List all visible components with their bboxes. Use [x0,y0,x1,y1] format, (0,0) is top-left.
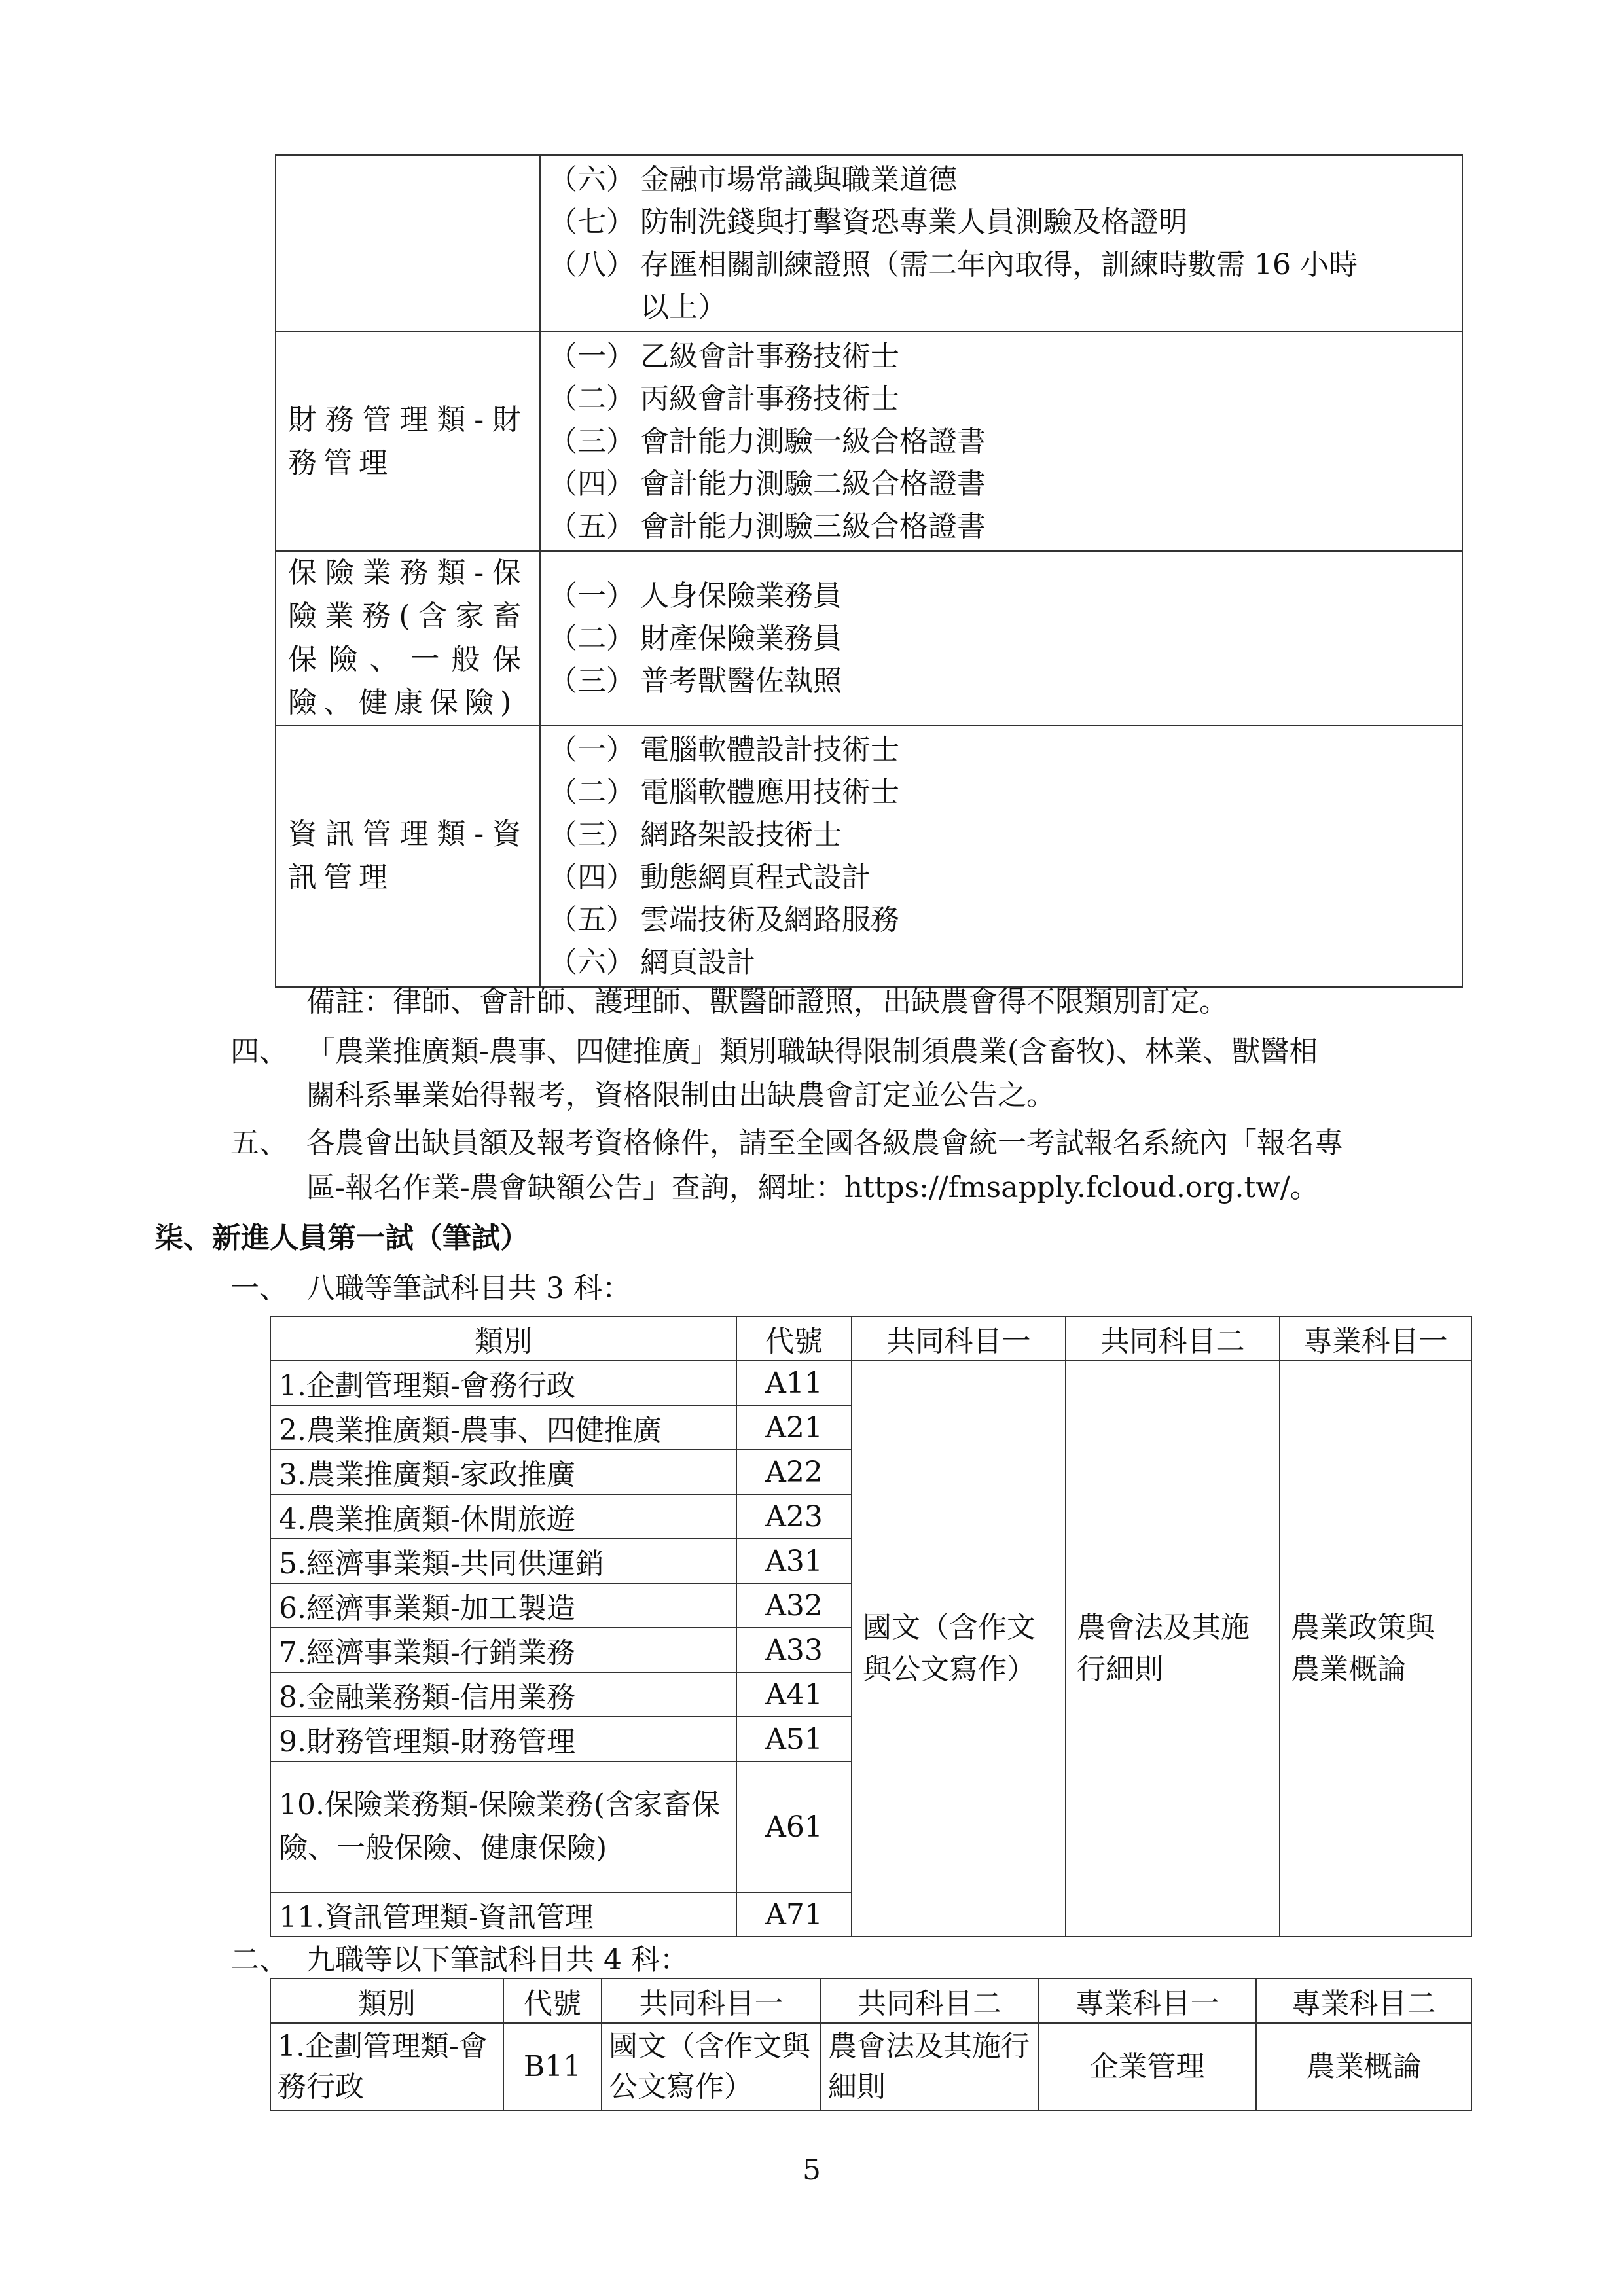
list-item [549,158,1454,201]
list-item-number: （一） [549,579,635,613]
sub-1-text: 八職等筆試科目共 3 科： [306,1272,631,1305]
exam-category: 2.農業推廣類-農事、四健推廣 [270,1405,736,1450]
t2-header-prof-1: 專業科目一 [1280,1316,1471,1361]
t2-header-common-2: 共同科目二 [1066,1316,1280,1361]
certificate-list [540,725,1462,987]
t3-header-category: 類別 [270,1979,503,2023]
exam-category: 11.資訊管理類-資訊管理 [270,1892,736,1937]
table-row [270,1361,1471,1405]
list-item [549,201,1454,243]
list-item-number: （三） [549,425,635,458]
list-item-number: （一） [549,340,635,373]
list-item-number: （四） [549,467,635,501]
sub-2-text: 九職等以下筆試科目共 4 科： [306,1943,689,1977]
certificate-category: 保險業務類-保險業務(含家畜保險、一般保險、健康保險) [276,551,540,725]
list-item-text: 電腦軟體設計技術士 [640,733,899,766]
item-4-line-2: 關科系畢業始得報考，資格限制由出缺農會訂定並公告之。 [306,1079,1055,1112]
list-item [549,856,1454,899]
item-5-line-2: 區-報名作業-農會缺額公告」查詢，網址：https://fmsapply.fcloud.org.tw/。 [306,1171,1319,1204]
list-item-number: （一） [549,733,635,766]
t3-header-prof-2: 專業科目二 [1256,1979,1471,2023]
list-item [549,617,1454,660]
exam-category: 1.企劃管理類-會務行政 [270,1361,736,1405]
table-row [276,725,1462,987]
exam-code: A61 [736,1761,852,1892]
certificate-list [540,332,1462,551]
exam-code: A71 [736,1892,852,1937]
certificate-list [540,551,1462,725]
note: 備註：律師、會計師、護理師、獸醫師證照，出缺農會得不限類別訂定。 [306,985,1228,1018]
exam-code: A41 [736,1672,852,1717]
t3-header-common-1: 共同科目一 [602,1979,821,2023]
common-subject-2: 農會法及其施行細則 [1066,1361,1280,1937]
list-item-text: 乙級會計事務技術士 [640,340,899,373]
list-item-number: （四） [549,861,635,894]
t3-common-1: 國文（含作文與公文寫作） [602,2023,821,2111]
certificate-category: 財務管理類-財務管理 [276,332,540,551]
exam-category: 9.財務管理類-財務管理 [270,1717,736,1761]
list-item-number: （八） [549,248,635,281]
exam-category: 6.經濟事業類-加工製造 [270,1583,736,1628]
list-item-number: （三） [549,664,635,698]
exam-code: A23 [736,1494,852,1539]
list-item-text: 財產保險業務員 [640,621,842,655]
list-item [549,771,1454,814]
list-item-text: 雲端技術及網路服務 [640,903,899,937]
exam-code: A21 [736,1405,852,1450]
certificate-table [275,154,1463,988]
item-5-number: 五、 [230,1126,288,1160]
exam-category: 4.農業推廣類-休閒旅遊 [270,1494,736,1539]
professional-subject-1: 農業政策與農業概論 [1280,1361,1471,1937]
exam-category: 5.經濟事業類-共同供運銷 [270,1539,736,1583]
list-item-number: （七） [549,206,635,239]
t3-header-code: 代號 [503,1979,602,2023]
exam-category: 8.金融業務類-信用業務 [270,1672,736,1717]
exam-category: 7.經濟事業類-行銷業務 [270,1628,736,1672]
common-subject-1: 國文（含作文與公文寫作） [852,1361,1066,1937]
t3-header-common-2: 共同科目二 [821,1979,1038,2023]
list-item [549,420,1454,463]
list-item-text: 普考獸醫佐執照 [640,664,842,698]
list-item-number: （五） [549,903,635,937]
list-item-number: （三） [549,818,635,852]
certificate-list [540,155,1462,332]
exam-code: A22 [736,1450,852,1494]
list-item [549,575,1454,617]
list-item [549,243,1454,286]
list-item-text: 電腦軟體應用技術士 [640,776,899,809]
list-item-text: 防制洗錢與打擊資恐專業人員測驗及格證明 [640,206,1187,239]
t3-prof-1: 企業管理 [1038,2023,1256,2111]
t3-category: 1.企劃管理類-會務行政 [270,2023,503,2111]
list-item-text: 會計能力測驗三級合格證書 [640,510,986,543]
list-item-text: 動態網頁程式設計 [640,861,871,894]
exam-subjects-table-grade8 [270,1316,1472,1937]
item-4-line-1: 「農業推廣類-農事、四健推廣」類別職缺得限制須農業(含畜牧)、林業、獸醫相 [306,1035,1318,1068]
list-item-text: 丙級會計事務技術士 [640,382,899,416]
t2-header-common-1: 共同科目一 [852,1316,1066,1361]
certificate-category: 資訊管理類-資訊管理 [276,725,540,987]
list-item [549,814,1454,856]
t2-header-code: 代號 [736,1316,852,1361]
list-item-text: 網路架設技術士 [640,818,842,852]
exam-code: A11 [736,1361,852,1405]
list-item-text: 人身保險業務員 [640,579,842,613]
list-item-number: （二） [549,621,635,655]
sub-2-number: 二、 [230,1943,288,1977]
t3-prof-2: 農業概論 [1256,2023,1471,2111]
list-item [549,728,1454,771]
t3-code: B11 [503,2023,602,2111]
sub-1-number: 一、 [230,1272,288,1305]
list-item-text: 網頁設計 [640,946,755,979]
list-item-text: 會計能力測驗二級合格證書 [640,467,986,501]
t3-header-prof-1: 專業科目一 [1038,1979,1256,2023]
list-item-text: 金融市場常識與職業道德 [640,163,957,196]
list-item [549,505,1454,548]
list-item-text: 存匯相關訓練證照（需二年內取得，訓練時數需 16 小時 [640,248,1358,281]
exam-code: A33 [736,1628,852,1672]
list-item [549,286,1454,329]
item-5-line-1: 各農會出缺員額及報考資格條件，請至全國各級農會統一考試報名系統內「報名專 [306,1126,1343,1160]
list-item [549,378,1454,420]
page-number: 5 [803,2153,821,2187]
certificate-category [276,155,540,332]
list-item-text: 會計能力測驗一級合格證書 [640,425,986,458]
list-item-number: （五） [549,510,635,543]
exam-category: 3.農業推廣類-家政推廣 [270,1450,736,1494]
list-item-number: （二） [549,776,635,809]
exam-code: A32 [736,1583,852,1628]
list-item [549,335,1454,378]
t3-common-2: 農會法及其施行細則 [821,2023,1038,2111]
table-row [276,551,1462,725]
list-item-number: （六） [549,163,635,196]
table-row [276,332,1462,551]
section-7-title: 柒、新進人員第一試（筆試） [154,1221,529,1255]
table-row [276,155,1462,332]
table-row [270,2023,1471,2111]
item-4-number: 四、 [230,1035,288,1068]
exam-subjects-table-grade9 [270,1978,1472,2111]
list-item [549,660,1454,702]
list-item-text: 以上） [640,291,727,324]
t2-header-category: 類別 [270,1316,736,1361]
list-item [549,899,1454,941]
list-item-number: （二） [549,382,635,416]
exam-code: A31 [736,1539,852,1583]
list-item-number: （六） [549,946,635,979]
exam-code: A51 [736,1717,852,1761]
list-item [549,463,1454,505]
exam-category: 10.保險業務類-保險業務(含家畜保險、一般保險、健康保險) [270,1761,736,1892]
